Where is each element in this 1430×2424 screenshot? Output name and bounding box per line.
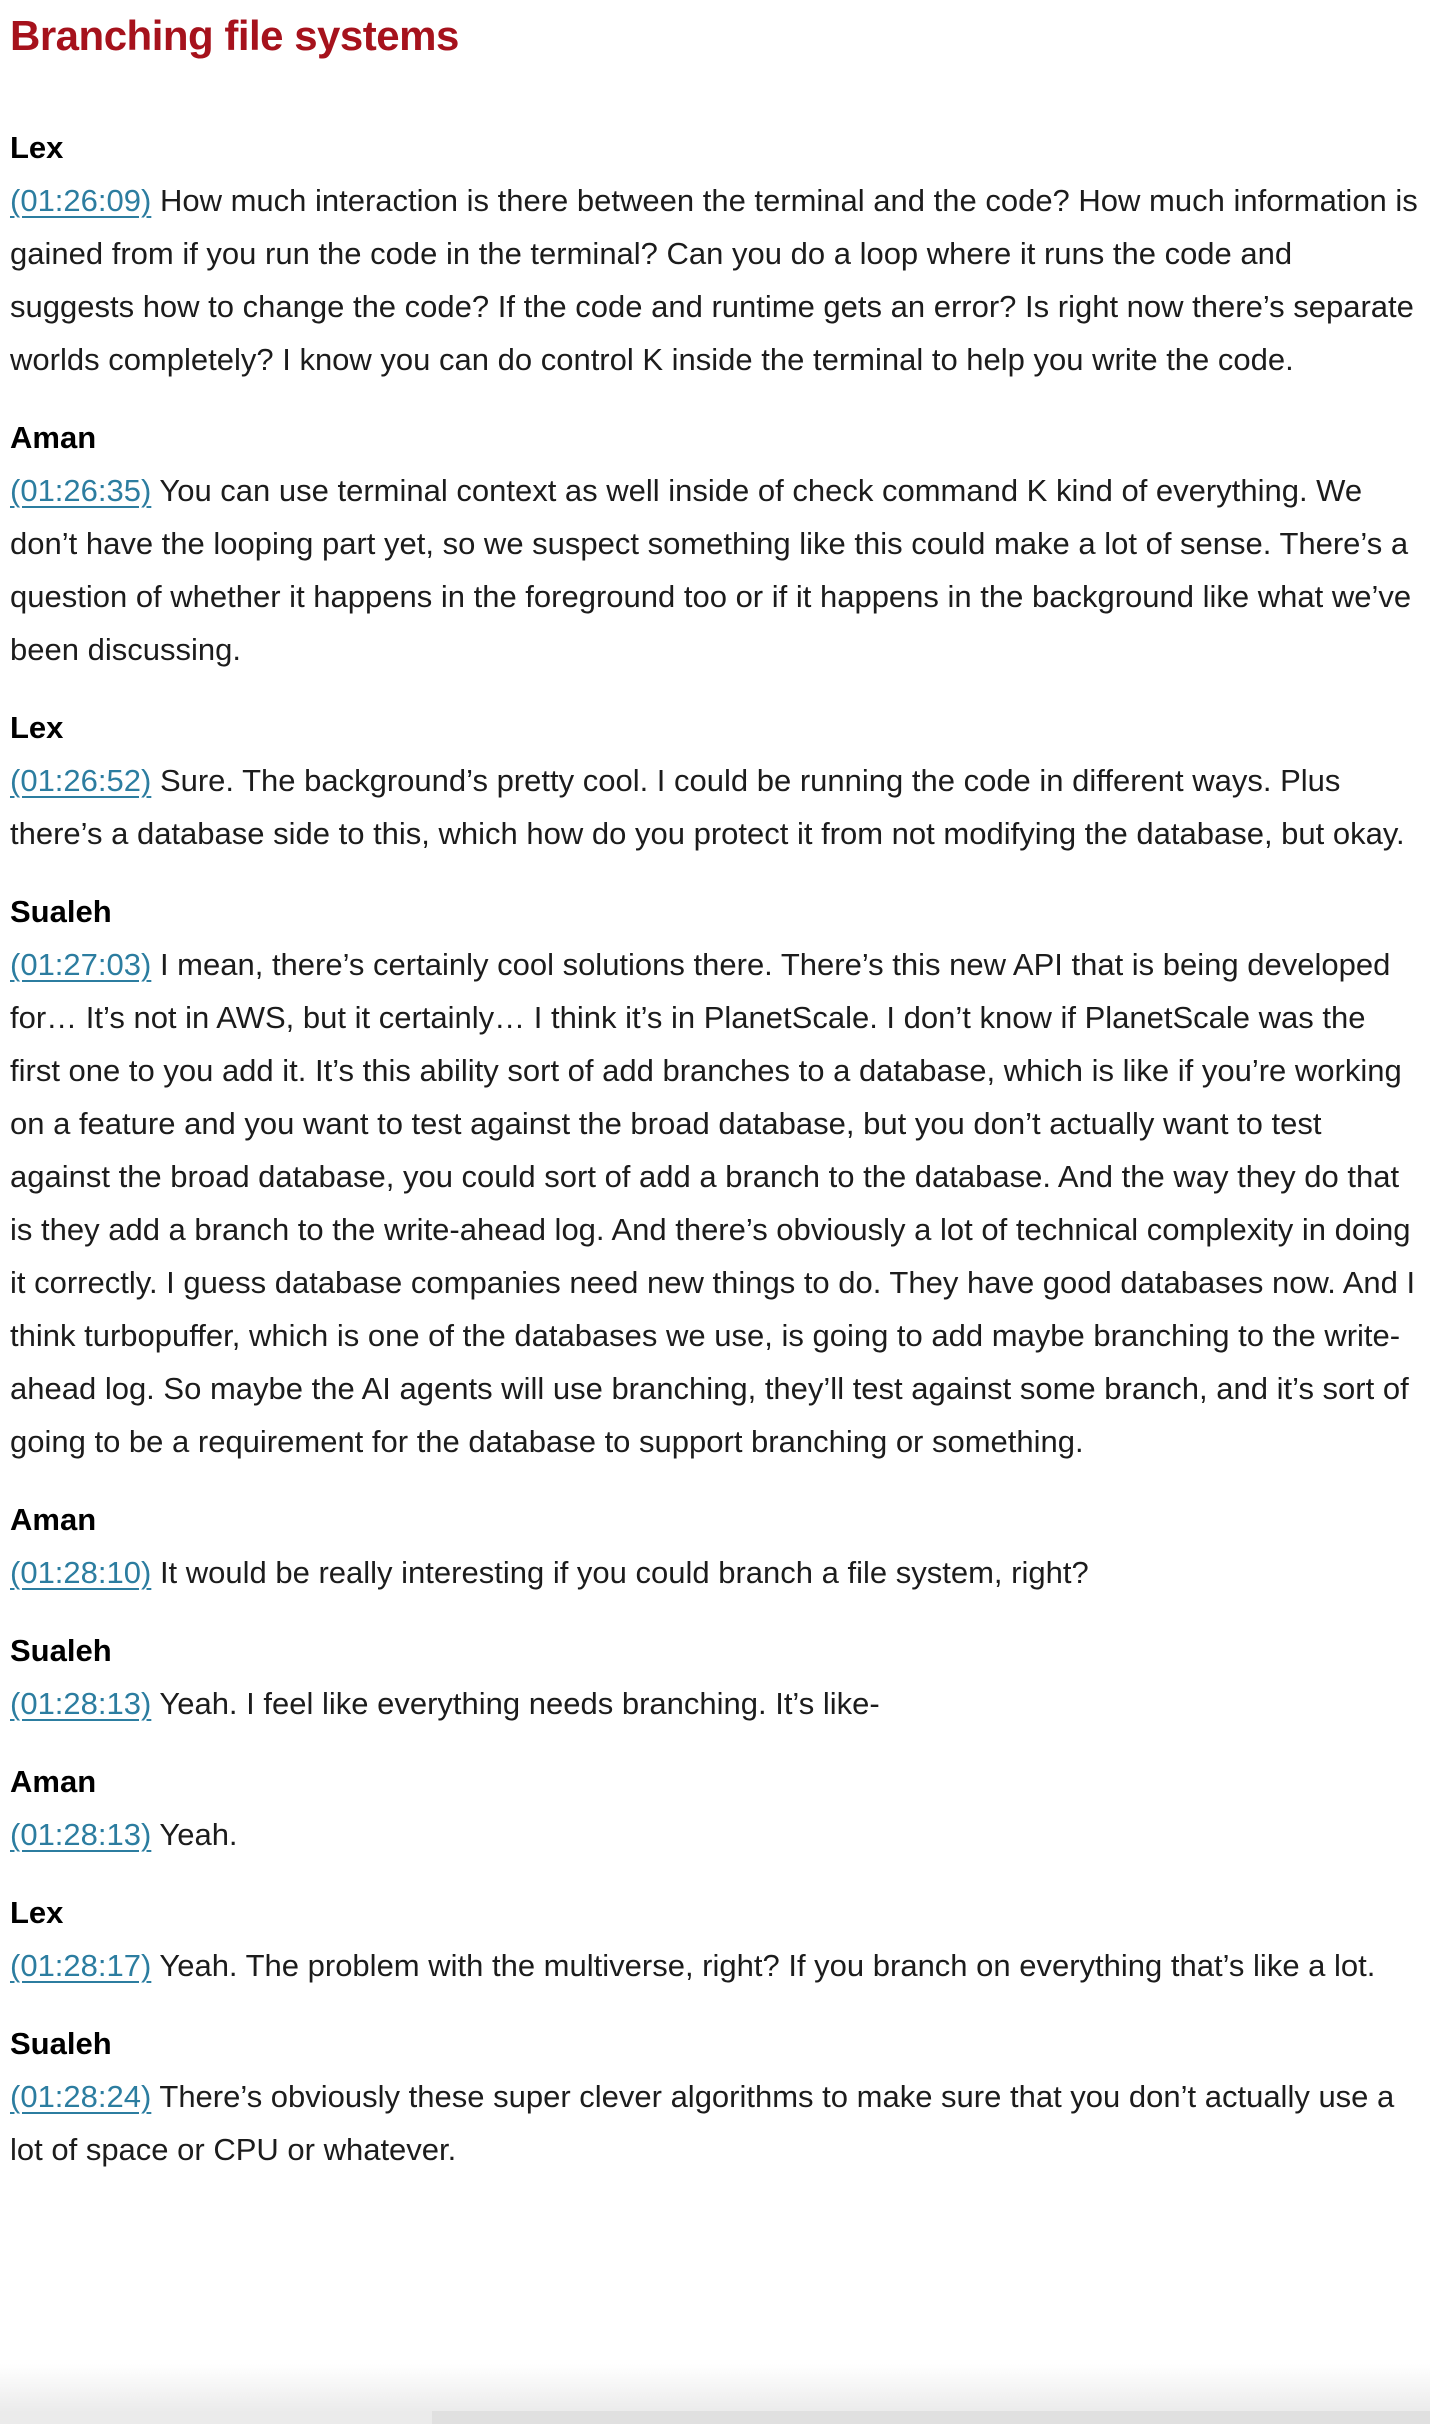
timestamp-link[interactable]: (01:26:52) xyxy=(10,763,152,798)
speaker-name: Aman xyxy=(10,420,97,455)
speaker-name: Sualeh xyxy=(10,1633,112,1668)
segment-text: It would be really interesting if you could branch a file system, right? xyxy=(151,1555,1089,1590)
segment-paragraph xyxy=(10,1808,1420,1861)
timestamp-link[interactable]: (01:28:13) xyxy=(10,1686,152,1721)
segment-text: How much interaction is there between the terminal and the code? How much information is gained from if you run the code in the terminal? Can you do a loop where it runs the code and suggests how to change the code? If the code and runtime gets an error? Is right now there’s separate worlds completely? I know you can do control K inside the terminal to help you write the code. xyxy=(10,183,1418,377)
segment-text: Yeah. xyxy=(151,1817,238,1852)
segment-paragraph xyxy=(10,2070,1420,2176)
transcript-segments xyxy=(10,126,1420,2176)
segment-text: There’s obviously these super clever algorithms to make sure that you don’t actually use a lot of space or CPU or whatever. xyxy=(10,2079,1395,2167)
speaker-name: Aman xyxy=(10,1764,97,1799)
timestamp-link[interactable]: (01:28:24) xyxy=(10,2079,152,2114)
segment-text: I mean, there’s certainly cool solutions there. There’s this new API that is being developed for… It’s not in AWS, but it certainly… I think it’s in PlanetScale. I don’t know if PlanetScale was the first one to you add it. It’s this ability sort of add branches to a database, which is like if you’re working on a feature and you want to test against the broad database, but you don’t actually want to test against the broad database, you could sort of add a branch to the database. And the way they do that is they add a branch to the write-ahead log. And there’s obviously a lot of technical complexity in doing it correctly. I guess database companies need new things to do. They have good databases now. And I think turbopuffer, which is one of the databases we use, is going to add maybe branching to the write-ahead log. So maybe the AI agents will use branching, they’ll test against some branch, and it’s sort of going to be a requirement for the database to support branching or something. xyxy=(10,947,1416,1459)
transcript-segment xyxy=(10,126,1420,386)
speaker-name: Lex xyxy=(10,1895,64,1930)
timestamp-link[interactable]: (01:28:17) xyxy=(10,1948,152,1983)
speaker-name: Sualeh xyxy=(10,2026,112,2061)
segment-text: Yeah. The problem with the multiverse, right? If you branch on everything that’s like a lot. xyxy=(151,1948,1376,1983)
segment-text: Sure. The background’s pretty cool. I could be running the code in different ways. Plus there’s a database side to this, which how do you protect it from not modifying the database, but okay. xyxy=(10,763,1405,851)
transcript-segment xyxy=(10,1891,1420,1992)
speaker-name: Sualeh xyxy=(10,894,112,929)
transcript-page xyxy=(0,10,1430,2176)
bottom-bar xyxy=(432,2411,1430,2424)
transcript-segment xyxy=(10,416,1420,676)
segment-paragraph xyxy=(10,174,1420,386)
page-title: Branching file systems xyxy=(10,12,459,59)
transcript-segment xyxy=(10,2022,1420,2176)
segment-text: You can use terminal context as well inside of check command K kind of everything. We don’t have the looping part yet, so we suspect something like this could make a lot of sense. There’s a question of whether it happens in the foreground too or if it happens in the background like what we’ve been discussing. xyxy=(10,473,1412,667)
transcript-segment xyxy=(10,706,1420,860)
segment-paragraph xyxy=(10,464,1420,676)
timestamp-link[interactable]: (01:27:03) xyxy=(10,947,152,982)
segment-paragraph xyxy=(10,938,1420,1468)
segment-text: Yeah. I feel like everything needs branching. It’s like- xyxy=(151,1686,880,1721)
transcript-segment xyxy=(10,1629,1420,1730)
timestamp-link[interactable]: (01:26:09) xyxy=(10,183,152,218)
transcript-segment xyxy=(10,1760,1420,1861)
segment-paragraph xyxy=(10,754,1420,860)
transcript-segment xyxy=(10,890,1420,1468)
speaker-name: Aman xyxy=(10,1502,97,1537)
speaker-name: Lex xyxy=(10,130,64,165)
timestamp-link[interactable]: (01:28:13) xyxy=(10,1817,152,1852)
segment-paragraph xyxy=(10,1677,1420,1730)
timestamp-link[interactable]: (01:28:10) xyxy=(10,1555,152,1590)
segment-paragraph xyxy=(10,1546,1420,1599)
speaker-name: Lex xyxy=(10,710,64,745)
timestamp-link[interactable]: (01:26:35) xyxy=(10,473,152,508)
transcript-segment xyxy=(10,1498,1420,1599)
segment-paragraph xyxy=(10,1939,1420,1992)
